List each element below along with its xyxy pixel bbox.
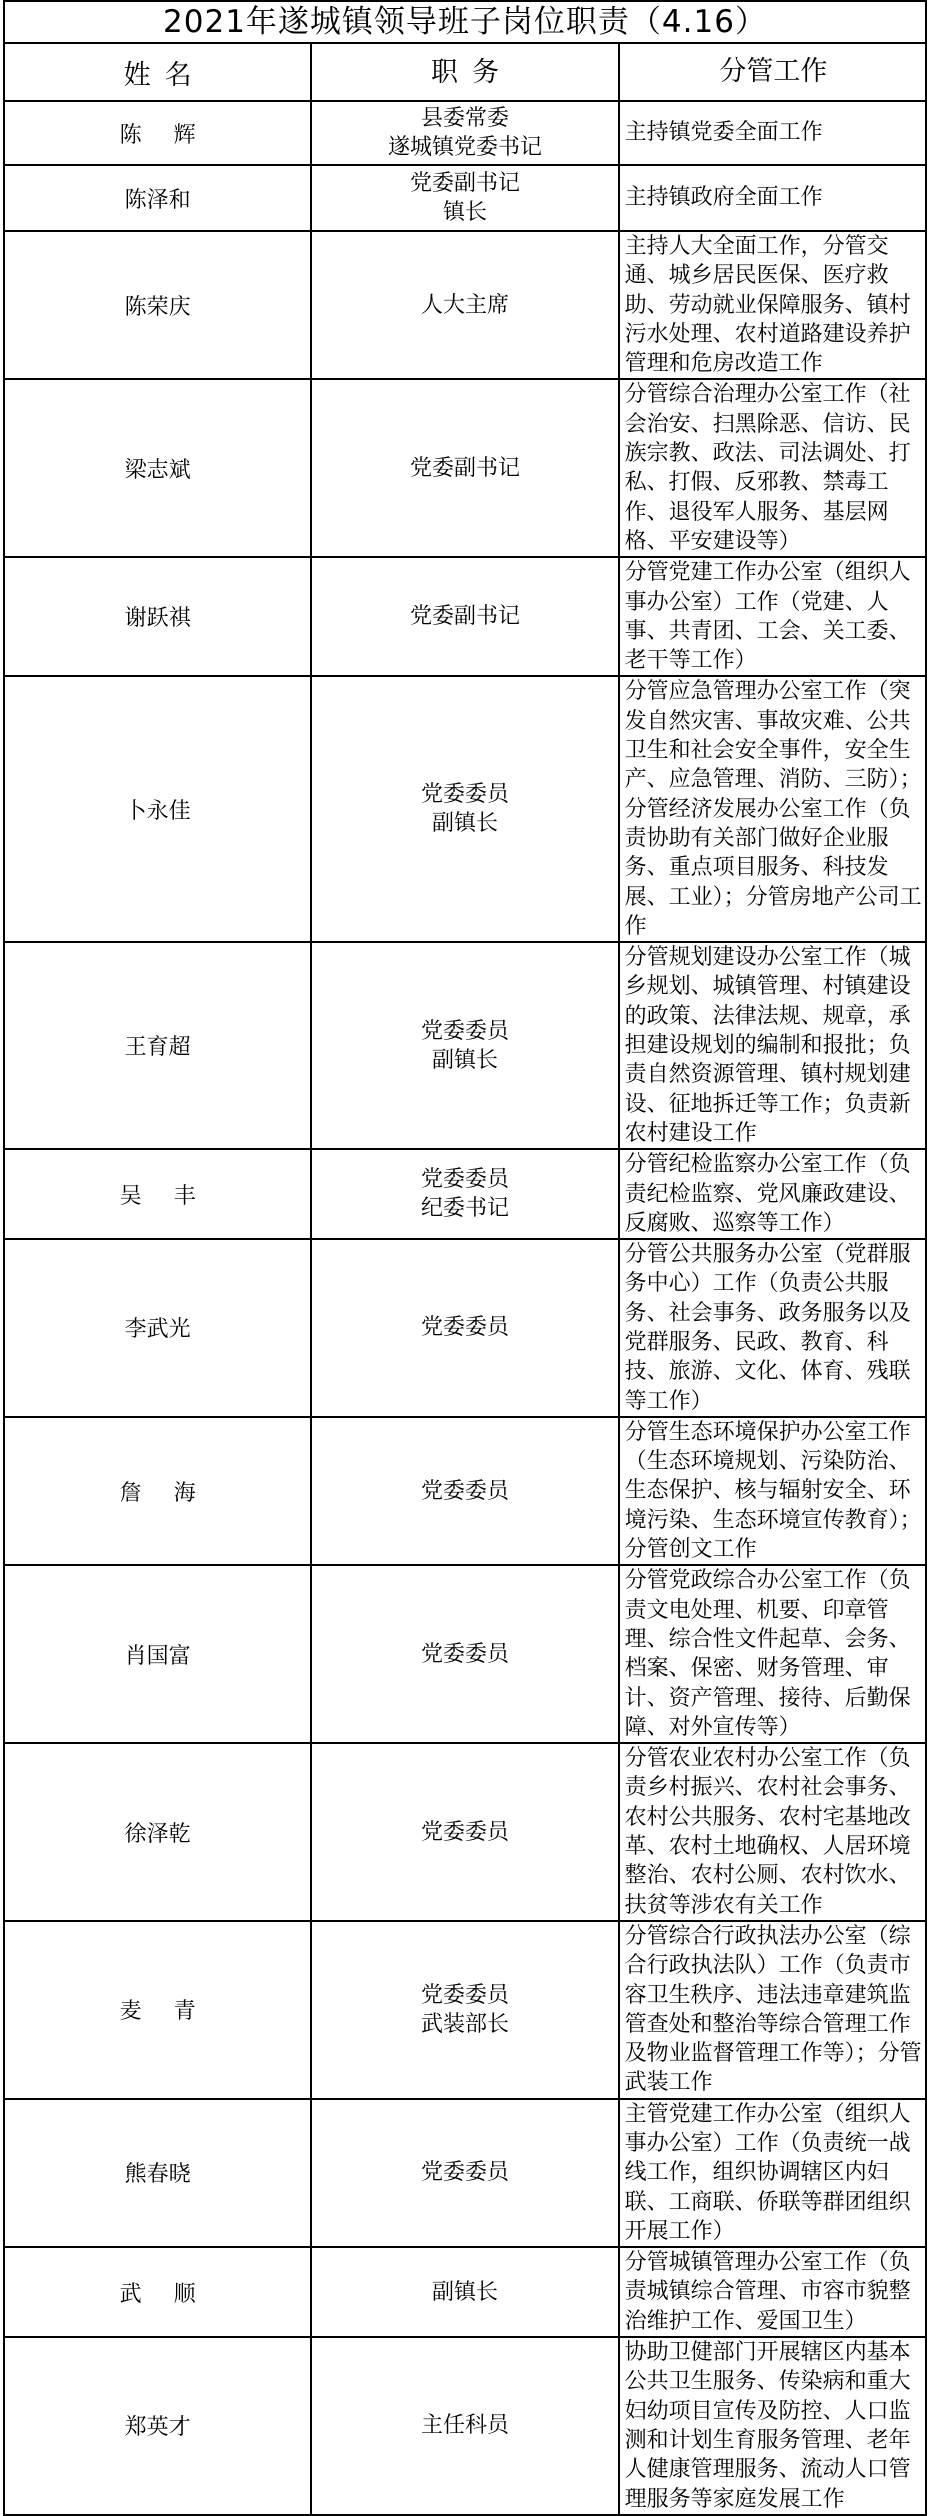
position-line: 纪委书记 — [420, 1196, 509, 1222]
cell-duties: 分管城镇管理办公室工作（负责城镇综合管理、市容市貌整治维护工作、爱国卫生） — [619, 2247, 926, 2337]
position-line: 党委委员 — [420, 1167, 509, 1193]
table-row — [4, 231, 926, 379]
table-row — [4, 1921, 926, 2099]
table-row — [4, 165, 926, 231]
cell-name: 武顺 — [4, 2247, 311, 2337]
cell-name: 詹海 — [4, 1417, 311, 1565]
cell-position — [311, 942, 618, 1149]
cell-position — [311, 1149, 618, 1239]
cell-position — [311, 557, 618, 676]
cell-duties: 分管党政综合办公室工作（负责文电处理、机要、印章管理、综合性文件起草、会务、档案、保密、财务管理、审计、资产管理、接待、后勤保障、对外宣传等） — [619, 1565, 926, 1743]
cell-position — [311, 2099, 618, 2247]
header-name: 姓名 — [4, 43, 311, 101]
position-line: 党委副书记 — [409, 604, 520, 630]
table-row — [4, 2099, 926, 2247]
cell-name: 陈辉 — [4, 101, 311, 165]
table-row — [4, 1417, 926, 1565]
cell-name: 卜永佳 — [4, 676, 311, 942]
cell-position — [311, 1417, 618, 1565]
table-row — [4, 1239, 926, 1417]
cell-position — [311, 231, 618, 379]
cell-duties: 分管公共服务办公室（党群服务中心）工作（负责公共服务、社会事务、政务服务以及党群服务、民政、教育、科技、旅游、文化、体育、残联等工作） — [619, 1239, 926, 1417]
cell-position — [311, 379, 618, 557]
cell-name: 李武光 — [4, 1239, 311, 1417]
position-line: 党委委员 — [420, 1641, 509, 1667]
cell-duties: 分管党建工作办公室（组织人事办公室）工作（党建、人事、共青团、工会、关工委、老干等工作） — [619, 557, 926, 676]
cell-name: 王育超 — [4, 942, 311, 1149]
table-row — [4, 101, 926, 165]
position-line: 党委委员 — [420, 1982, 509, 2008]
page-title: 2021年遂城镇领导班子岗位职责（4.16） — [4, 1, 926, 43]
cell-position — [311, 2247, 618, 2337]
table-row — [4, 1743, 926, 1921]
position-line: 武装部长 — [420, 2011, 509, 2037]
table-row — [4, 379, 926, 557]
position-line: 副镇长 — [431, 2279, 498, 2305]
position-line: 副镇长 — [431, 811, 498, 837]
table-body — [4, 101, 926, 2515]
cell-name: 郑英才 — [4, 2337, 311, 2515]
cell-position — [311, 676, 618, 942]
cell-duties: 分管纪检监察办公室工作（负责纪检监察、党风廉政建设、反腐败、巡察等工作） — [619, 1149, 926, 1239]
position-line: 党委委员 — [420, 1819, 509, 1845]
table-row — [4, 942, 926, 1149]
duty-table — [3, 0, 927, 2516]
cell-duties: 主持人大全面工作，分管交通、城乡居民医保、医疗救助、劳动就业保障服务、镇村污水处理、农村道路建设养护管理和危房改造工作 — [619, 231, 926, 379]
table-row — [4, 676, 926, 942]
cell-name: 吴丰 — [4, 1149, 311, 1239]
cell-duties: 分管综合治理办公室工作（社会治安、扫黑除恶、信访、民族宗教、政法、司法调处、打私、打假、反邪教、禁毒工作、退役军人服务、基层网格、平安建设等） — [619, 379, 926, 557]
cell-duties: 分管生态环境保护办公室工作（生态环境规划、污染防治、生态保护、核与辐射安全、环境污染、生态环境宣传教育）；分管创文工作 — [619, 1417, 926, 1565]
cell-duties: 分管规划建设办公室工作（城乡规划、城镇管理、村镇建设的政策、法律法规、规章，承担建设规划的编制和报批；负责自然资源管理、镇村规划建设、征地拆迁等工作；负责新农村建设工作 — [619, 942, 926, 1149]
cell-duties: 分管农业农村办公室工作（负责乡村振兴、农村社会事务、农村公共服务、农村宅基地改革、农村土地确权、人居环境整治、农村公厕、农村饮水、扶贫等涉农有关工作 — [619, 1743, 926, 1921]
cell-name: 陈荣庆 — [4, 231, 311, 379]
position-line: 党委副书记 — [409, 455, 520, 481]
position-line: 党委委员 — [420, 1478, 509, 1504]
header-row — [4, 43, 926, 101]
cell-name: 徐泽乾 — [4, 1743, 311, 1921]
cell-duties: 分管应急管理办公室工作（突发自然灾害、事故灾难、公共卫生和社会安全事件，安全生产、应急管理、消防、三防）；分管经济发展办公室工作（负责协助有关部门做好企业服务、重点项目服务、科技发展、工业）；分管房地产公司工作 — [619, 676, 926, 942]
table-row — [4, 1565, 926, 1743]
cell-name: 肖国富 — [4, 1565, 311, 1743]
cell-position — [311, 101, 618, 165]
cell-duties: 主持镇党委全面工作 — [619, 101, 926, 165]
cell-position — [311, 2337, 618, 2515]
table-row — [4, 1149, 926, 1239]
cell-name: 熊春晓 — [4, 2099, 311, 2247]
header-position: 职务 — [311, 43, 618, 101]
position-line: 党委副书记 — [409, 171, 520, 196]
position-line: 副镇长 — [431, 1047, 498, 1073]
table-row — [4, 2337, 926, 2515]
table-row — [4, 2247, 926, 2337]
position-line: 主任科员 — [420, 2413, 509, 2439]
position-line: 党委委员 — [420, 1315, 509, 1341]
cell-position — [311, 1239, 618, 1417]
cell-name: 麦青 — [4, 1921, 311, 2099]
header-duties: 分管工作 — [619, 43, 926, 101]
position-line: 党委委员 — [420, 1018, 509, 1044]
cell-name: 梁志斌 — [4, 379, 311, 557]
cell-duties: 分管综合行政执法办公室（综合行政执法队）工作（负责市容卫生秩序、违法违章建筑监管查处和整治等综合管理工作及物业监督管理工作等）；分管武装工作 — [619, 1921, 926, 2099]
position-line: 党委委员 — [420, 2160, 509, 2186]
cell-position — [311, 165, 618, 231]
cell-position — [311, 1565, 618, 1743]
duty-sheet — [3, 0, 927, 2516]
cell-duties: 主管党建工作办公室（组织人事办公室）工作（负责统一战线工作，组织协调辖区内妇联、工商联、侨联等群团组织开展工作） — [619, 2099, 926, 2247]
table-row — [4, 557, 926, 676]
cell-position — [311, 1743, 618, 1921]
position-line: 党委委员 — [420, 782, 509, 808]
cell-duties: 主持镇政府全面工作 — [619, 165, 926, 231]
cell-name: 陈泽和 — [4, 165, 311, 231]
position-line: 人大主席 — [420, 292, 509, 318]
position-line: 县委常委 — [420, 106, 509, 131]
position-line: 镇长 — [442, 200, 487, 225]
cell-position — [311, 1921, 618, 2099]
cell-name: 谢跃祺 — [4, 557, 311, 676]
cell-duties: 协助卫健部门开展辖区内基本公共卫生服务、传染病和重大妇幼项目宣传及防控、人口监测和计划生育服务管理、老年人健康管理服务、流动人口管理服务等家庭发展工作 — [619, 2337, 926, 2515]
position-line: 遂城镇党委书记 — [387, 135, 542, 160]
